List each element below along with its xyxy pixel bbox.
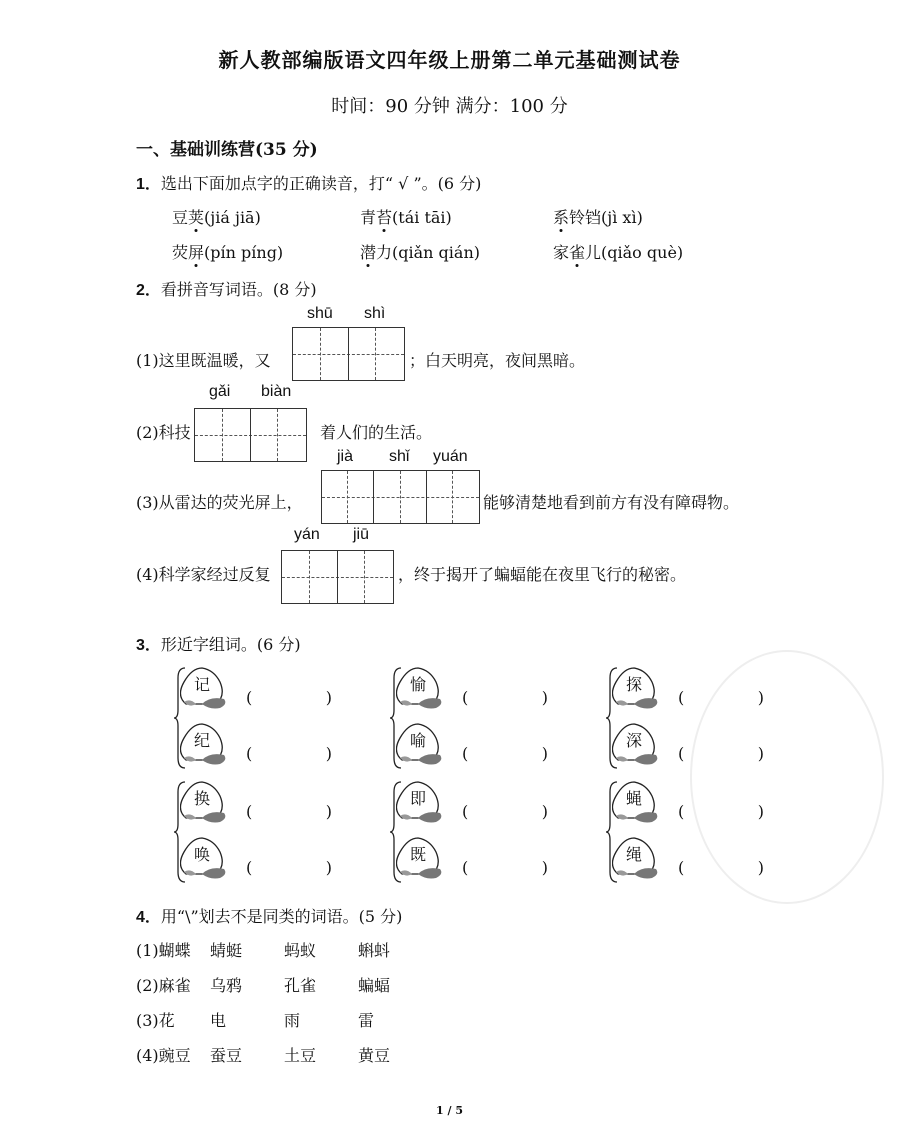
word-option[interactable]: 土豆 — [284, 1046, 317, 1065]
word-option[interactable]: (3)花 — [136, 1011, 175, 1030]
pronunciation-option[interactable]: 青苔(tái tāi) — [360, 205, 452, 228]
section-heading: 一、基础训练营(35 分) — [136, 140, 318, 160]
dotted-character: 雀 — [569, 240, 585, 263]
peach-character: 纪 — [180, 722, 232, 766]
word-group-row — [136, 1043, 432, 1066]
word-option[interactable]: 蜻蜓 — [210, 941, 243, 960]
peach-character: 蝇 — [612, 780, 664, 824]
word-option[interactable]: 蚂蚁 — [284, 941, 317, 960]
dotted-character: 苔 — [376, 205, 392, 228]
question-3: 3．形近字组词。(6 分) — [136, 635, 301, 654]
answer-grid[interactable] — [194, 408, 307, 462]
peach-character: 唤 — [180, 836, 232, 880]
word-answer-blank[interactable]: ( ) — [462, 688, 548, 707]
peach-character: 换 — [180, 780, 232, 824]
word-group-row — [136, 938, 432, 961]
dotted-character: 荚 — [188, 205, 204, 228]
exam-time-score: 时间：90 分钟 满分：100 分 — [331, 96, 568, 117]
word-group-row — [136, 1008, 432, 1031]
word-option[interactable]: 蝌蚪 — [358, 941, 391, 960]
word-option[interactable]: 电 — [210, 1011, 227, 1030]
answer-grid[interactable] — [292, 327, 405, 381]
word-answer-blank[interactable]: ( ) — [462, 744, 548, 763]
answer-grid[interactable] — [321, 470, 480, 524]
peach-character: 记 — [180, 666, 232, 710]
question-4: 4．用“\”划去不是同类的词语。(5 分) — [136, 907, 403, 926]
word-option[interactable]: 黄豆 — [358, 1046, 391, 1065]
dotted-character: 潜 — [360, 240, 376, 263]
peach-character: 既 — [396, 836, 448, 880]
word-option[interactable]: 雨 — [284, 1011, 301, 1030]
peach-character: 即 — [396, 780, 448, 824]
question-1: 1．选出下面加点字的正确读音，打“ √ ”。(6 分) — [136, 174, 482, 193]
pronunciation-option[interactable]: 豆荚(jiá jiā) — [172, 205, 261, 228]
word-answer-blank[interactable]: ( ) — [678, 858, 764, 877]
dotted-character: 系 — [553, 205, 569, 228]
word-option[interactable]: (2)麻雀 — [136, 976, 191, 995]
page-number: 1 / 5 — [436, 1104, 463, 1117]
word-answer-blank[interactable]: ( ) — [678, 688, 764, 707]
word-option[interactable]: 孔雀 — [284, 976, 317, 995]
answer-grid[interactable] — [281, 550, 394, 604]
word-option[interactable]: 雷 — [358, 1011, 375, 1030]
word-option[interactable]: 蚕豆 — [210, 1046, 243, 1065]
word-option[interactable]: (4)豌豆 — [136, 1046, 191, 1065]
word-answer-blank[interactable]: ( ) — [246, 744, 332, 763]
word-option[interactable]: (1)蝴蝶 — [136, 941, 191, 960]
peach-character: 绳 — [612, 836, 664, 880]
word-option[interactable]: 蝙蝠 — [358, 976, 391, 995]
word-answer-blank[interactable]: ( ) — [246, 802, 332, 821]
dotted-character: 屏 — [188, 240, 204, 263]
question-2: 2．看拼音写词语。(8 分) — [136, 280, 317, 299]
page-title: 新人教部编版语文四年级上册第二单元基础测试卷 — [218, 48, 681, 72]
peach-character: 探 — [612, 666, 664, 710]
pronunciation-option[interactable]: 家雀儿(qiǎo què) — [553, 240, 683, 263]
word-option[interactable]: 乌鸦 — [210, 976, 243, 995]
peach-character: 深 — [612, 722, 664, 766]
word-answer-blank[interactable]: ( ) — [678, 744, 764, 763]
pronunciation-option[interactable]: 荧屏(pín píng) — [172, 240, 283, 263]
pronunciation-option[interactable]: 系铃铛(jì xì) — [553, 205, 643, 228]
word-answer-blank[interactable]: ( ) — [678, 802, 764, 821]
word-answer-blank[interactable]: ( ) — [246, 688, 332, 707]
word-answer-blank[interactable]: ( ) — [462, 802, 548, 821]
peach-character: 喻 — [396, 722, 448, 766]
pronunciation-option[interactable]: 潜力(qiǎn qián) — [360, 240, 480, 263]
peach-character: 愉 — [396, 666, 448, 710]
word-answer-blank[interactable]: ( ) — [246, 858, 332, 877]
word-answer-blank[interactable]: ( ) — [462, 858, 548, 877]
word-group-row — [136, 973, 432, 996]
